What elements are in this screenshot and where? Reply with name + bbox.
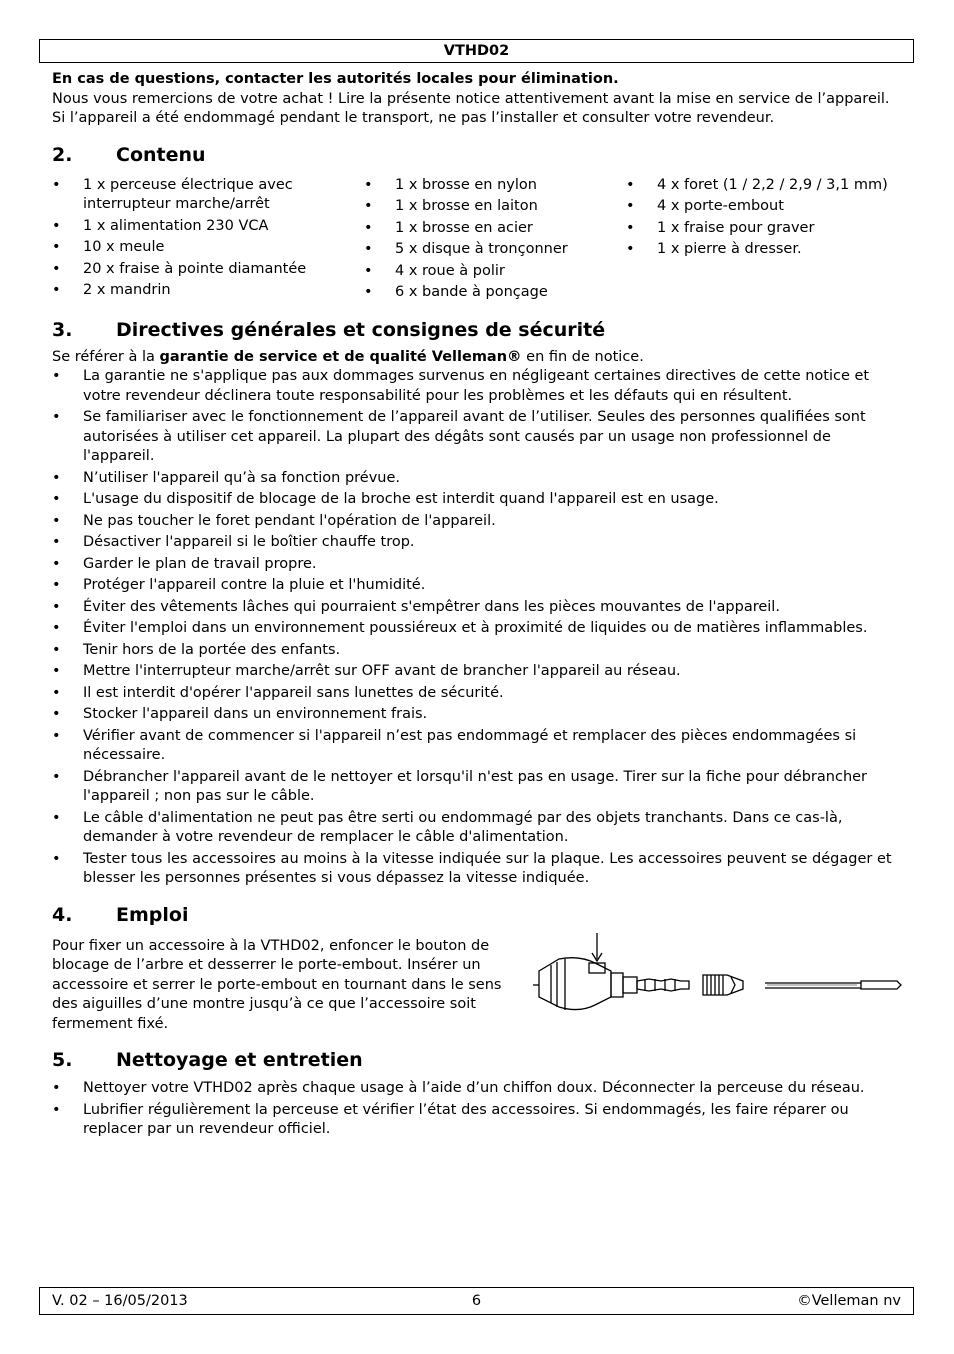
- intro-text: en fin de notice.: [521, 348, 644, 365]
- section-heading: [52, 1048, 904, 1072]
- bullet-icon: •: [52, 1101, 61, 1118]
- bullet-icon: •: [52, 469, 61, 486]
- bullet-icon: •: [52, 727, 61, 744]
- contents-list: [626, 176, 904, 305]
- list-item: [52, 217, 364, 237]
- bullet-icon: •: [626, 198, 635, 214]
- list-item-text: Le câble d'alimentation ne peut pas être serti ou endommagé par des objets tranchants. Dans ce cas-là, demander à votre revendeur de remplacer le câble d'alimentation.: [83, 809, 843, 845]
- list-item-text: Il est interdit d'opérer l'appareil sans lunettes de sécurité.: [83, 684, 504, 701]
- list-item-text: L'usage du dispositif de blocage de la broche est interdit quand l'appareil est en usage.: [83, 491, 719, 507]
- bullet-icon: •: [52, 641, 61, 658]
- list-item-text: Vérifier avant de commencer si l'appareil n’est pas endommagé et remplacer des pièces endommagées si nécessaire.: [83, 727, 857, 763]
- section-title: Emploi: [116, 903, 189, 926]
- usage-text: Pour fixer un accessoire à la VTHD02, enfoncer le bouton de blocage de l’arbre et desserrer le porte-embout. Insérer un accessoire et serrer le porte-embout en tournant dans le sens des aiguilles d’une montre jusqu’à ce que l’accessoire soit fermement fixé.: [52, 937, 502, 1032]
- footer-page-number: 6: [471, 1293, 482, 1309]
- section-number: 5.: [52, 1049, 73, 1071]
- maintenance-list: [52, 1079, 904, 1140]
- bullet-icon: •: [626, 176, 635, 193]
- bullet-icon: •: [52, 217, 61, 234]
- safety-list: [52, 367, 904, 889]
- bullet-icon: •: [52, 260, 61, 277]
- list-item: [626, 240, 904, 260]
- bullet-icon: •: [52, 598, 61, 615]
- bullet-icon: •: [626, 219, 635, 236]
- list-item: [52, 533, 904, 553]
- section-directives: [52, 318, 904, 889]
- bullet-icon: •: [364, 198, 373, 214]
- section-title: Directives générales et consignes de sécurité: [116, 318, 606, 341]
- page-footer: [39, 1287, 914, 1315]
- list-item-text: Se familiariser avec le fonctionnement de l’appareil avant de l’utiliser. Seules des personnes qualifiées sont autorisées à utiliser cet appareil. La plupart des dégâts sont causés par un usage non professionnel de l'appareil.: [83, 409, 866, 464]
- page-content: [52, 70, 904, 1142]
- list-item: [52, 809, 904, 848]
- intro-text: Se référer à la: [52, 348, 160, 365]
- list-item-text: Nettoyer votre VTHD02 après chaque usage à l’aide d’un chiffon doux. Déconnecter la perceuse du réseau.: [83, 1080, 865, 1096]
- list-item: [626, 176, 904, 196]
- list-item: [52, 260, 364, 280]
- list-item: [52, 705, 904, 725]
- tool-accessory-illustration: [531, 931, 903, 1031]
- bullet-icon: •: [52, 768, 61, 785]
- list-item: [52, 850, 904, 889]
- bullet-icon: •: [364, 262, 373, 279]
- list-item-text: 1 x pierre à dresser.: [657, 241, 802, 257]
- list-item: [52, 1079, 904, 1099]
- bullet-icon: •: [52, 684, 61, 701]
- list-item: [364, 197, 626, 217]
- list-item: [52, 281, 364, 301]
- contents-list: [364, 176, 626, 305]
- footer-version: V. 02 – 16/05/2013: [52, 1293, 188, 1309]
- list-item-text: 4 x roue à polir: [395, 262, 505, 279]
- section-heading: [52, 143, 904, 167]
- list-item-text: 20 x fraise à pointe diamantée: [83, 260, 307, 277]
- bullet-icon: •: [364, 176, 373, 193]
- list-item-text: Lubrifier régulièrement la perceuse et vérifier l’état des accessoires. Si endommagés, les faire réparer ou replacer par un revendeur officiel.: [83, 1101, 849, 1137]
- bullet-icon: •: [52, 663, 61, 679]
- list-item: [52, 662, 904, 682]
- section-nettoyage: [52, 1048, 904, 1140]
- list-item-text: Stocker l'appareil dans un environnement frais.: [83, 706, 428, 722]
- list-item: [52, 768, 904, 807]
- bullet-icon: •: [52, 409, 61, 425]
- list-item-text: 4 x foret (1 / 2,2 / 2,9 / 3,1 mm): [657, 176, 888, 193]
- bullet-icon: •: [364, 241, 373, 257]
- section-title: Nettoyage et entretien: [116, 1049, 363, 1071]
- list-item: [52, 598, 904, 618]
- section-heading: [52, 318, 904, 342]
- intro-bold-line: En cas de questions, contacter les autorités locales pour élimination.: [52, 71, 619, 87]
- list-item-text: Tester tous les accessoires au moins à la vitesse indiquée sur la plaque. Les accessoires peuvent se dégager et blesser les personnes présentes si vous dépassez la vitesse indiquée.: [83, 850, 892, 886]
- bullet-icon: •: [626, 241, 635, 257]
- section-number: 2.: [52, 143, 73, 166]
- list-item-text: 1 x perceuse électrique avec interrupteur marche/arrêt: [83, 176, 293, 212]
- bullet-icon: •: [364, 284, 373, 300]
- list-item-text: 10 x meule: [83, 239, 165, 255]
- section-title: Contenu: [116, 143, 206, 166]
- list-item: [52, 512, 904, 532]
- bullet-icon: •: [52, 1080, 61, 1096]
- list-item-text: 1 x brosse en laiton: [395, 198, 538, 214]
- footer-copyright: ©Velleman nv: [797, 1293, 901, 1309]
- bullet-icon: •: [52, 809, 61, 826]
- intro-paragraph: Nous vous remercions de votre achat ! Lire la présente notice attentivement avant la mise en service de l’appareil. Si l’appareil a été endommagé pendant le transport, ne pas l’installer et consulter votre revendeur.: [52, 90, 890, 126]
- header-title: VTHD02: [443, 43, 510, 59]
- list-item-text: Tenir hors de la portée des enfants.: [83, 641, 341, 658]
- contents-columns: [52, 176, 904, 305]
- bullet-icon: •: [52, 491, 61, 507]
- list-item-text: Désactiver l'appareil si le boîtier chauffe trop.: [83, 534, 415, 550]
- bullet-icon: •: [52, 512, 61, 529]
- list-item: [364, 262, 626, 282]
- list-item-text: 5 x disque à tronçonner: [395, 241, 568, 257]
- list-item-text: Ne pas toucher le foret pendant l'opération de l'appareil.: [83, 512, 496, 529]
- list-item-text: 4 x porte-embout: [657, 198, 784, 214]
- list-item: [52, 469, 904, 489]
- list-item-text: 2 x mandrin: [83, 282, 171, 298]
- bullet-icon: •: [52, 239, 61, 255]
- list-item: [52, 641, 904, 661]
- list-item: [52, 576, 904, 596]
- directives-intro: [52, 348, 904, 368]
- list-item-text: Mettre l'interrupteur marche/arrêt sur OFF avant de brancher l'appareil au réseau.: [83, 663, 681, 679]
- bullet-icon: •: [52, 534, 61, 550]
- bullet-icon: •: [52, 176, 61, 193]
- bullet-icon: •: [52, 706, 61, 722]
- list-item-text: 1 x brosse en acier: [395, 219, 533, 236]
- bullet-icon: •: [52, 368, 61, 384]
- warranty-reference: garantie de service et de qualité Velleman®: [159, 348, 522, 365]
- section-contenu: [52, 143, 904, 305]
- list-item-text: 1 x brosse en nylon: [395, 176, 537, 193]
- page-header: [39, 39, 914, 63]
- contents-list: [52, 176, 364, 305]
- bullet-icon: •: [364, 219, 373, 236]
- list-item: [52, 238, 364, 258]
- list-item: [52, 408, 904, 467]
- section-emploi: [52, 903, 904, 1035]
- bullet-icon: •: [52, 282, 61, 298]
- list-item: [52, 176, 364, 215]
- list-item-text: Éviter l'emploi dans un environnement poussiéreux et à proximité de liquides ou de matières inflammables.: [83, 620, 868, 636]
- list-item-text: 1 x alimentation 230 VCA: [83, 217, 269, 234]
- list-item: [52, 684, 904, 704]
- list-item: [52, 555, 904, 575]
- list-item: [52, 727, 904, 766]
- list-item: [364, 219, 626, 239]
- list-item: [52, 1101, 904, 1140]
- list-item: [364, 176, 626, 196]
- list-item-text: N’utiliser l'appareil qu’à sa fonction prévue.: [83, 469, 401, 486]
- list-item-text: Éviter des vêtements lâches qui pourraient s'empêtrer dans les pièces mouvantes de l'appareil.: [83, 598, 780, 615]
- bullet-icon: •: [52, 577, 61, 593]
- list-item: [52, 619, 904, 639]
- list-item-text: Garder le plan de travail propre.: [83, 555, 317, 572]
- list-item-text: Débrancher l'appareil avant de le nettoyer et lorsqu'il n'est pas en usage. Tirer sur la fiche pour débrancher l'appareil ; non pas sur le câble.: [83, 768, 868, 804]
- list-item: [626, 219, 904, 239]
- section-number: 3.: [52, 318, 73, 341]
- section-number: 4.: [52, 903, 73, 926]
- bullet-icon: •: [52, 850, 61, 867]
- bullet-icon: •: [52, 620, 61, 636]
- list-item: [364, 240, 626, 260]
- list-item: [364, 283, 626, 303]
- usage-row: [52, 937, 904, 1035]
- list-item: [52, 490, 904, 510]
- list-item-text: 1 x fraise pour graver: [657, 219, 815, 236]
- list-item-text: Protéger l'appareil contre la pluie et l'humidité.: [83, 577, 426, 593]
- list-item-text: La garantie ne s'applique pas aux dommages survenus en négligeant certaines directives de cette notice et votre revendeur déclinera toute responsabilité pour les problèmes et les défauts qui en résultent.: [83, 368, 870, 404]
- list-item: [52, 367, 904, 406]
- list-item: [626, 197, 904, 217]
- bullet-icon: •: [52, 555, 61, 572]
- section-heading: [52, 903, 904, 927]
- list-item-text: 6 x bande à ponçage: [395, 284, 548, 300]
